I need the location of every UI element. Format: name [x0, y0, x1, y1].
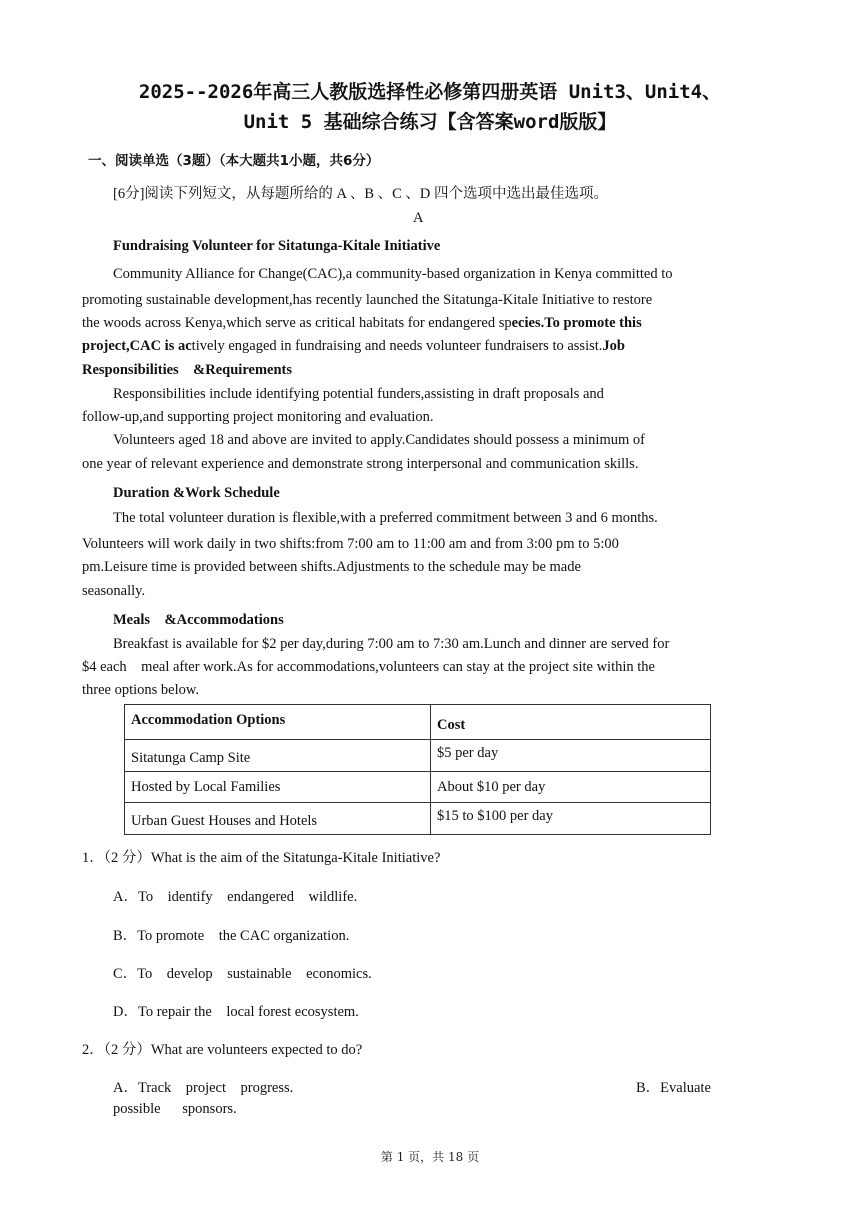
- paragraph-line: one year of relevant experience and demonstrate strong interpersonal and communication skills.: [82, 456, 639, 472]
- table-row: [125, 803, 711, 835]
- paragraph-line: follow-up,and supporting project monitoring and evaluation.: [82, 409, 434, 425]
- paragraph-line: Volunteers will work daily in two shifts:from 7:00 am to 11:00 am and from 3:00 pm to 5:00: [82, 536, 619, 552]
- paragraph-line: [82, 315, 642, 332]
- document-title-line-1: 2025--2026年高三人教版选择性必修第四册英语 Unit3、Unit4、: [138, 81, 722, 103]
- paragraph-line: Responsibilities include identifying potential funders,assisting in draft proposals and: [113, 386, 604, 402]
- table-row: [125, 740, 711, 772]
- paragraph-line: Community Alliance for Change(CAC),a community-based organization in Kenya committed to: [113, 266, 673, 282]
- paragraph-line: promoting sustainable development,has recently launched the Sitatunga-Kitale Initiative to restore: [82, 292, 653, 308]
- paragraph-line: seasonally.: [82, 583, 146, 599]
- q2-option-a: A．Track project progress.: [113, 1080, 294, 1096]
- document-title-line-2: Unit 5 基础综合练习【含答案word版版】: [243, 111, 617, 133]
- paragraph-line: three options below.: [82, 682, 200, 698]
- subheading-meals: Meals &Accommodations: [113, 612, 284, 628]
- q1-option-a: A．To identify endangered wildlife.: [113, 889, 358, 905]
- bold-text-run: Job: [602, 338, 625, 354]
- table-row: [125, 772, 711, 803]
- paragraph-line: [82, 338, 625, 355]
- page-number: 第 1 页，共 18 页: [380, 1150, 480, 1164]
- q1-option-b: B．To promote the CAC organization.: [113, 928, 350, 944]
- table-cell: $15 to $100 per day: [431, 803, 711, 835]
- table-header-row: [125, 705, 711, 740]
- instruction-text: [6分]阅读下列短文，从每题所给的 A 、B 、C 、D 四个选项中选出最佳选项。: [113, 186, 609, 202]
- section-heading: 一、阅读单选（3题）（本大题共1小题，共6分）: [88, 153, 380, 169]
- q1-option-d: D．To repair the local forest ecosystem.: [113, 1004, 359, 1020]
- text-run: tively engaged in fundraising and needs volunteer fundraisers to assist.: [191, 338, 603, 354]
- q2-option-b: B．Evaluate: [636, 1080, 711, 1096]
- bold-text-run: ecies.To promote this: [511, 315, 642, 331]
- passage-label: A: [413, 210, 424, 226]
- paragraph-line: Breakfast is available for $2 per day,during 7:00 am to 7:30 am.Lunch and dinner are served for: [113, 636, 670, 652]
- table-cell: $5 per day: [431, 740, 711, 772]
- paragraph-line: Volunteers aged 18 and above are invited to apply.Candidates should possess a minimum of: [113, 432, 645, 448]
- q1-option-c: C．To develop sustainable economics.: [113, 966, 372, 982]
- question-2: 2．（2 分）What are volunteers expected to do?: [82, 1042, 363, 1058]
- paragraph-line: $4 each meal after work.As for accommodations,volunteers can stay at the project site within the: [82, 659, 655, 675]
- bold-text-run: project,CAC is ac: [82, 338, 192, 354]
- table-cell: Sitatunga Camp Site: [125, 740, 431, 772]
- paragraph-line: pm.Leisure time is provided between shifts.Adjustments to the schedule may be made: [82, 559, 581, 575]
- table-header-cell: Cost: [431, 705, 711, 740]
- question-1: 1．（2 分）What is the aim of the Sitatunga-Kitale Initiative?: [82, 850, 441, 866]
- passage-heading: Fundraising Volunteer for Sitatunga-Kitale Initiative: [113, 238, 441, 254]
- q2-option-b-continued: possible sponsors.: [113, 1101, 237, 1117]
- accommodation-table: [124, 704, 711, 835]
- paragraph-line: The total volunteer duration is flexible,with a preferred commitment between 3 and 6 months.: [113, 510, 658, 526]
- table-cell: About $10 per day: [431, 772, 711, 803]
- subheading-duration: Duration &Work Schedule: [113, 485, 280, 501]
- table-cell: Urban Guest Houses and Hotels: [125, 803, 431, 835]
- text-run: the woods across Kenya,which serve as critical habitats for endangered sp: [82, 315, 512, 331]
- table-header-cell: Accommodation Options: [125, 705, 431, 740]
- table-cell: Hosted by Local Families: [125, 772, 431, 803]
- subheading-responsibilities: Responsibilities &Requirements: [82, 362, 292, 378]
